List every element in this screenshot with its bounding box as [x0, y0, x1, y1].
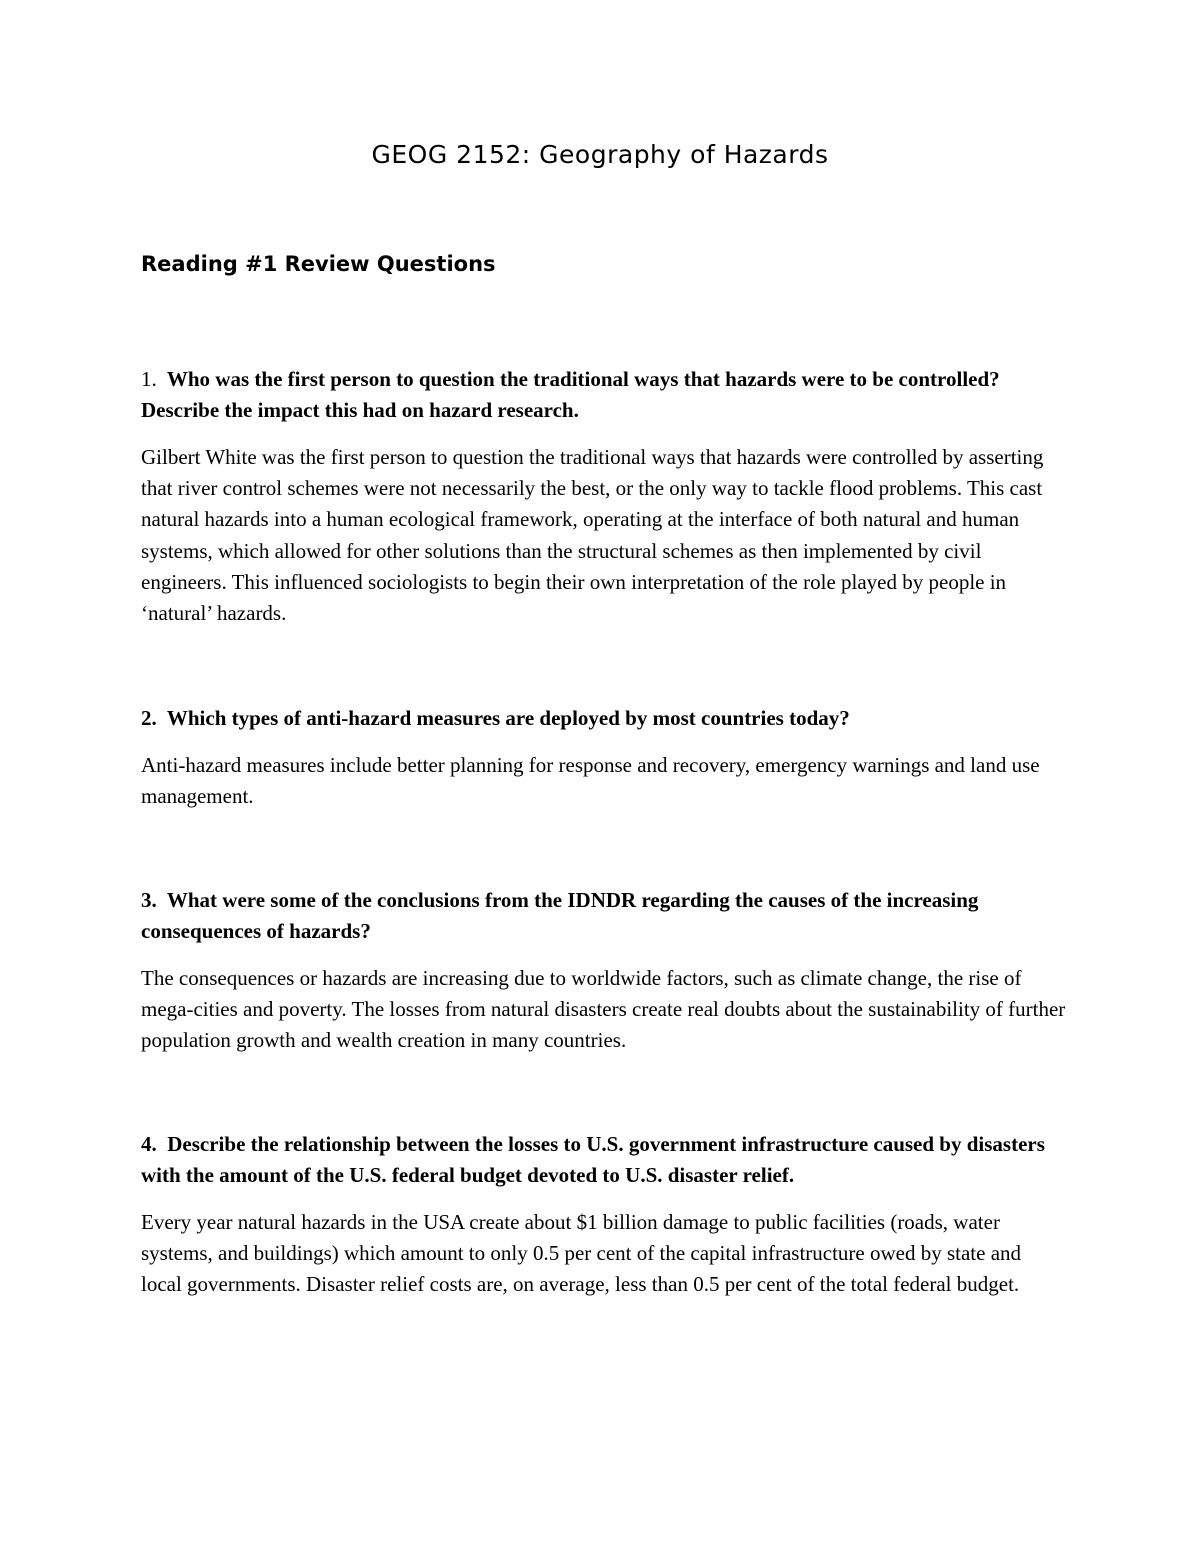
question-2-number: 2. — [141, 706, 157, 730]
question-3-number: 3. — [141, 888, 157, 912]
question-2 — [141, 703, 1066, 734]
question-3-text: What were some of the conclusions from the IDNDR regarding the causes of the increasing consequences of hazards? — [141, 888, 979, 943]
answer-4: Every year natural hazards in the USA create about $1 billion damage to public facilities (roads, water systems, and buildings) which amount to only 0.5 per cent of the capital infrastructure owed by state and local governments. Disaster relief costs are, on average, less than 0.5 per cent of the total federal budget. — [141, 1210, 1022, 1297]
question-1 — [141, 364, 1066, 426]
answer-3: The consequences or hazards are increasing due to worldwide factors, such as climate change, the rise of mega-cities and poverty. The losses from natural disasters create real doubts about the sustainability of further population growth and wealth creation in many countries. — [141, 966, 1066, 1053]
question-4 — [141, 1129, 1066, 1191]
question-4-text: Describe the relationship between the losses to U.S. government infrastructure caused by disasters with the amount of the U.S. federal budget devoted to U.S. disaster relief. — [141, 1132, 1045, 1187]
question-block-1 — [141, 364, 1066, 629]
course-title: GEOG 2152: Geography of Hazards — [371, 140, 829, 169]
question-1-text: Who was the first person to question the traditional ways that hazards were to be controlled? Describe the impact this had on hazard research. — [141, 367, 1000, 422]
question-3 — [141, 885, 1066, 947]
question-4-number: 4. — [141, 1132, 157, 1156]
question-block-3 — [141, 885, 1066, 1057]
answer-2: Anti-hazard measures include better planning for response and recovery, emergency warnings and land use management. — [141, 753, 1040, 809]
answer-1: Gilbert White was the first person to question the traditional ways that hazards were controlled by asserting that river control schemes were not necessarily the best, or the only way to tackle flood problems. This cast natural hazards into a human ecological framework, operating at the interface of both natural and human systems, which allowed for other solutions than the structural schemes as then implemented by civil engineers. This influenced sociologists to begin their own interpretation of the role played by people in ‘natural’ hazards. — [141, 445, 1044, 626]
section-heading: Reading #1 Review Questions — [141, 252, 496, 276]
question-block-4 — [141, 1129, 1066, 1301]
question-block-2 — [141, 703, 1066, 812]
question-1-number: 1. — [141, 367, 157, 391]
question-2-text: Which types of anti-hazard measures are deployed by most countries today? — [166, 706, 850, 730]
